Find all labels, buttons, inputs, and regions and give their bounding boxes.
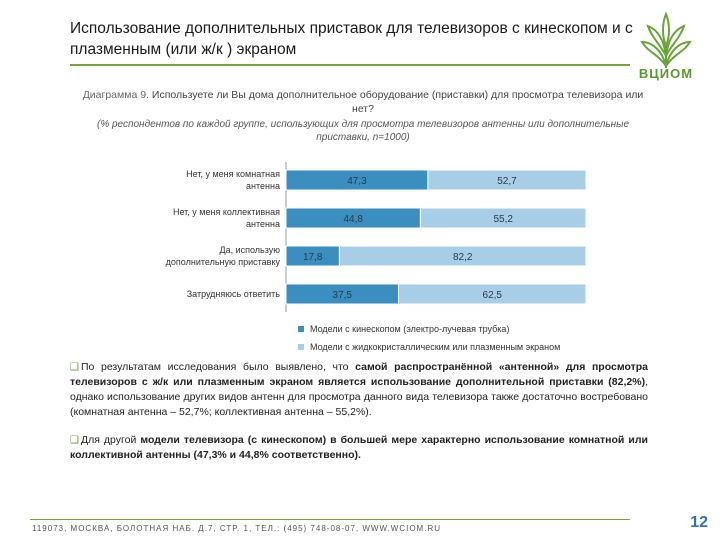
- data-label: 62,5: [482, 290, 502, 301]
- legend-label: Модели с жидкокристаллическим или плазменным экраном: [310, 342, 561, 352]
- data-label: 52,7: [497, 176, 517, 187]
- legend-swatch-lcd: [298, 344, 304, 350]
- category-label: Нет, у меня комнатная антенна: [186, 169, 280, 191]
- data-label: 47,3: [347, 176, 367, 187]
- data-label: 82,2: [452, 252, 473, 263]
- bullet-icon: ❑: [70, 435, 79, 446]
- data-label: 44,8: [343, 214, 363, 225]
- footer-address: 119073, МОСКВА, БОЛОТНАЯ НАБ. Д.7, СТР. 1, ТЕЛ.: (495) 748-08-07, WWW.WCIOM.RU: [32, 524, 441, 533]
- data-label: 55,2: [493, 214, 513, 225]
- data-label: 17,8: [302, 252, 323, 263]
- data-label: 37,5: [332, 290, 352, 301]
- category-label: Нет, у меня коллективная антенна: [172, 207, 280, 229]
- legend-swatch-crt: [298, 326, 304, 332]
- paragraph-1: ❑ По результатам исследования было выявлено, что самой распространённой «антенной» для просмотра телевизоров с ж/к или плазменным экраном является использование дополнительной приставки (82,2%), однако использование других видов антенн для просмотра данного вида телевизора также достаточно востребовано (комнатная антенна – 52,7%; коллективная антенна – 55,2%).: [70, 361, 648, 418]
- page-number: 12: [690, 514, 708, 531]
- diagram-number: Диаграмма 9.: [82, 89, 149, 101]
- logo-text: ВЦИОМ: [638, 66, 694, 81]
- footer-divider: [30, 519, 630, 520]
- chart-legend: [298, 320, 560, 356]
- bullet-icon: ❑: [70, 362, 79, 373]
- stacked-bar-chart: [70, 162, 590, 312]
- diagram-question: Используете ли Вы дома дополнительное оборудование (приставки) для просмотра телевизора или нет?: [151, 89, 644, 115]
- category-label: Затрудняюсь ответить: [186, 289, 280, 299]
- legend-item: [298, 320, 560, 338]
- legend-item: [298, 338, 560, 356]
- category-label: Да, использую дополнительную приставку: [165, 245, 280, 267]
- slide-title: Использование дополнительных приставок для телевизоров с кинескопом и с плазменным (или ж/к ) экраном: [70, 20, 633, 58]
- title-divider: [70, 64, 630, 66]
- legend-label: Модели с кинескопом (электро-лучевая трубка): [310, 324, 510, 334]
- paragraph-2: ❑ Для другой модели телевизора (с кинескопом) в большей мере характерно использование комнатной или коллективной антенны (47,3% и 44,8% соответственно).: [70, 434, 648, 461]
- diagram-caption: [78, 88, 648, 116]
- diagram-note: (% респондентов по каждой группе, использующих для просмотра телевизоров антенны или дополнительные приставки, n=1000): [96, 119, 630, 143]
